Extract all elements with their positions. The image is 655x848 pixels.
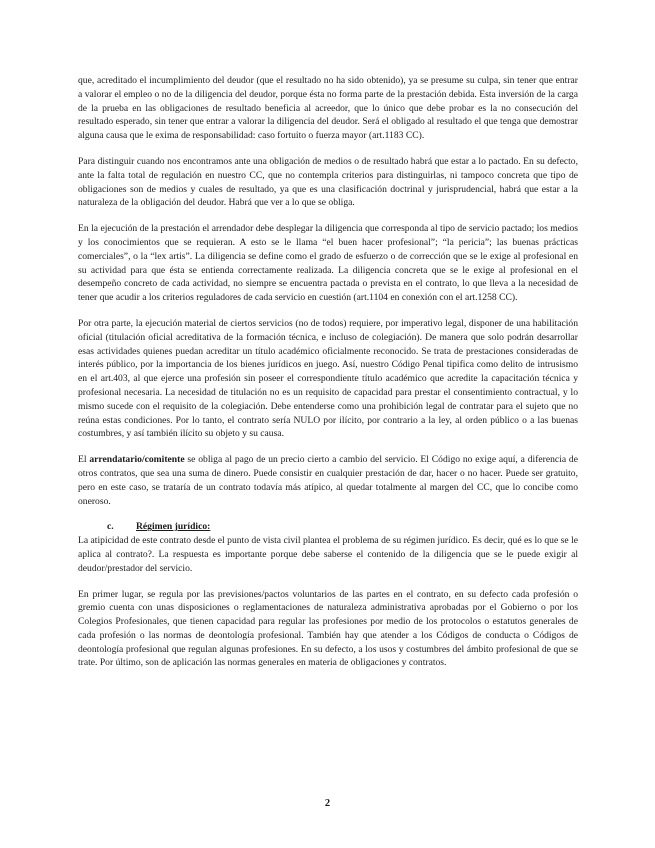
section-heading bbox=[78, 520, 578, 534]
paragraph-arrendatario bbox=[78, 453, 578, 508]
paragraph-arrendatario-prefix: El bbox=[78, 454, 90, 466]
paragraph-arrendatario-text: se obliga al pago de un precio cierto a cambio del servicio. El Código no exige aquí, a diferencia de otros contratos, que sea una suma de dinero. Puede consistir en cualquier prestación de dar, hacer o no hacer. Puede ser gratuito, pero en este caso, se trataría de un contrato todavía más atípico, al quedar totalmente al margen del CC, que lo concibe como oneroso. bbox=[78, 454, 578, 507]
paragraph-regulation-order: En primer lugar, se regula por las previsiones/pactos voluntarios de las partes en el contrato, en su defecto cada profesión o gremio cuenta con unas disposiciones o reglamentaciones de naturaleza administrativa aprobadas por el Gobierno o por los Colegios Profesionales, que tienen capacidad para regular las profesiones por medio de los protocolos o estatutos generales de cada profesión o las normas de deontología profesional. También hay que atender a los Códigos de conducta o Códigos de deontología profesional que regulan algunas profesiones. En su defecto, a los usos y costumbres del ámbito profesional de que se trate. Por último, son de aplicación las normas generales en materia de obligaciones y contratos. bbox=[78, 588, 578, 669]
paragraph-diligence: En la ejecución de la prestación el arrendador debe desplegar la diligencia que corresponda al tipo de servicio pactado; los medios y los conocimientos que se requieran. A esto se le llama “el buen hacer profesional”; “la pericia”; las buenas prácticas comerciales”, o la “lex artis”. La diligencia se define como el grado de esfuerzo o de corrección que se le exige al profesional en su actividad para que ésta se entienda correctamente realizada. La diligencia concreta que se le exige al profesional en el desempeño concreto de cada actividad, no siempre se encuentra pactada o prevista en el contrato, lo que lleva a la necesidad de tener que acudir a los criterios reguladores de cada servicio en cuestión (art.1104 en conexión con el art.1258 CC). bbox=[78, 223, 578, 304]
document-body bbox=[78, 74, 578, 670]
paragraph-legal-regime: La atipicidad de este contrato desde el punto de vista civil plantea el problema de su régimen jurídico. Es decir, qué es lo que se le aplica al contrato?. La respuesta es importante porque debe saberse el contenido de la diligencia que se le puede exigir al deudor/prestador del servicio. bbox=[78, 535, 578, 574]
paragraph-distinguish-obligations: Para distinguir cuando nos encontramos ante una obligación de medios o de resultado habrá que estar a lo pactado. En su defecto, ante la falta total de regulación en nuestro CC, que no contempla criterios para distinguirlas, ni tampoco concreta que tipo de obligaciones son de medios y cuales de resultado, ya que es una clasificación doctrinal y jurisprudencial, habrá que estar a la naturaleza de la obligación del deudor. Habrá que ver a lo que se obliga. bbox=[78, 155, 578, 209]
arrendatario-term: arrendatario/comitente bbox=[89, 454, 185, 466]
section-title: Régimen jurídico: bbox=[136, 521, 211, 533]
page-number: 2 bbox=[324, 798, 331, 809]
paragraph-official-qualification: Por otra parte, la ejecución material de ciertos servicios (no de todos) requiere, por imperativo legal, disponer de una habilitación oficial (titulación oficial acreditativa de la formación técnica, e incluso de colegiación). De manera que solo podrán desarrollar esas actividades quienes puedan acreditar un título académico oficialmente reconocido. Se trata de prestaciones consideradas de interés público, por la importancia de los bienes jurídicos en juego. Así, nuestro Código Penal tipifica como delito de intrusismo en el art.403, al que ejerce una profesión sin poseer el correspondiente título académico que acredite la capacitación técnica y profesional necesaria. La necesidad de titulación no es un requisito de capacidad para prestar el consentimiento contractual, y lo mismo sucede con el requisito de la colegiación. Debe entenderse como una prohibición legal de contratar para el sujeto que no reúna estas condiciones. Por lo tanto, el contrato sería NULO por ilícito, por contrario a la ley, al orden público o a las buenas costumbres, y así también ilícito su objeto y su causa. bbox=[78, 317, 578, 440]
paragraph-obligation-result: que, acreditado el incumplimiento del deudor (que el resultado no ha sido obtenido), ya se presume su culpa, sin tener que entrar a valorar el empleo o no de la diligencia del deudor, porque ésta no forma parte de la prestación debida. Esta inversión de la carga de la prueba en las obligaciones de resultado beneficia al acreedor, que lo único que debe probar es la no consecución del resultado esperado, sin tener que entrar a valorar la diligencia del deudor. Será el obligado al resultado el que tenga que demostrar alguna causa que le exima de responsabilidad: caso fortuito o fuerza mayor (art.1183 CC). bbox=[78, 75, 578, 142]
section-letter: c. bbox=[107, 521, 114, 533]
